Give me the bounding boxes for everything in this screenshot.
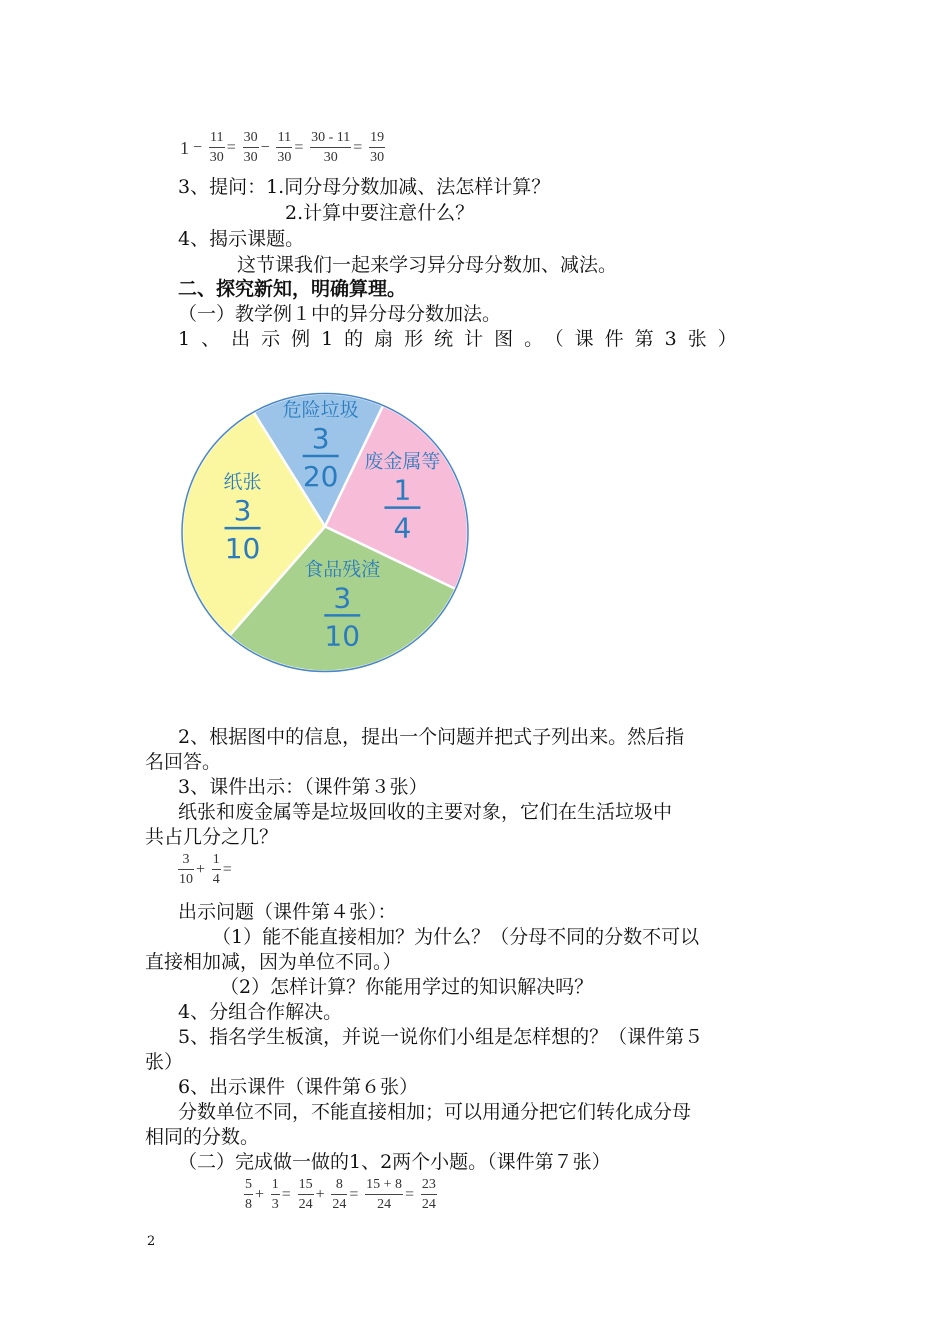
- reveal-topic: 4、揭示课题。: [178, 228, 305, 250]
- subsection-1: （一）教学例１中的异分母分数加法。: [178, 303, 502, 325]
- slice-denominator: 10: [224, 532, 261, 566]
- question-2-line: （2）怎样计算？你能用学过的知识解决吗？: [220, 976, 594, 998]
- garbage-pie-chart: [180, 390, 470, 675]
- slice-denominator: 4: [393, 511, 412, 545]
- section-heading-2: 二、探究新知，明确算理。: [178, 278, 407, 300]
- subsection-2: （二）完成做一做的1、2两个小题。（课件第７张）: [178, 1151, 611, 1173]
- show-pie-chart-line: 1、出示例1的扇形统计图。（课件第3张）: [178, 328, 748, 350]
- fraction: $\frac{1}{3}$: [271, 1177, 279, 1212]
- question-1-line: （1）能不能直接相加？为什么？（分母不同的分数不可以: [212, 926, 700, 948]
- fraction: $\frac{1}{4}$: [212, 852, 220, 887]
- slice-denominator: 10: [324, 619, 361, 653]
- question-line-1: 3、提问：1.同分母分数加减、法怎样计算？: [178, 176, 551, 198]
- question-1-line-cont: 直接相加减，因为单位不同。）: [145, 951, 402, 973]
- fraction: $\frac{19}{30}$: [370, 130, 385, 165]
- step-5-line: 5、指名学生板演，并说一说你们小组是怎样想的？（课件第５: [178, 1026, 704, 1048]
- question-line-2: 2.计算中要注意什么？: [285, 202, 475, 224]
- slice-category-label: 废金属等: [364, 450, 441, 473]
- page-number: 2: [147, 1234, 156, 1249]
- slice-category-label: 危险垃圾: [282, 398, 359, 421]
- explanation-line: 分数单位不同，不能直接相加；可以用通分把它们转化成分母: [178, 1101, 692, 1123]
- fraction: $\frac{5}{8}$: [245, 1177, 252, 1212]
- fraction: $\frac{11}{30}$: [209, 130, 224, 165]
- topic-statement: 这节课我们一起来学习异分母分数加、减法。: [237, 254, 618, 276]
- fraction: $\frac{15}{24}$: [298, 1177, 313, 1212]
- fraction: $\frac{30}{30}$: [243, 130, 258, 165]
- show-question-line: 出示问题（课件第４张）：: [178, 901, 397, 923]
- slice-denominator: 20: [302, 459, 339, 493]
- slice-numerator: 3: [311, 421, 330, 455]
- equation-one-minus: 1 − $\frac{11}{30}$ = $\frac{30}{30}$ − $\frac{11}{30}$ = $\frac{30 - 11}{30}$ = $\frac{19}{30}$: [180, 130, 385, 165]
- slice-numerator: 3: [333, 581, 352, 615]
- step-4-line: 4、分组合作解决。: [178, 1001, 343, 1023]
- explanation-line-cont: 相同的分数。: [145, 1126, 260, 1148]
- slice-numerator: 3: [233, 494, 252, 528]
- step-2-line: 2、根据图中的信息，提出一个问题并把式子列出来。然后指: [178, 726, 685, 748]
- step-3-line: 3、课件出示：（课件第３张）: [178, 776, 428, 798]
- step-5-line-cont: 张）: [145, 1051, 184, 1073]
- equation-sum-question: $\frac{3}{10}$ + $\frac{1}{4}$ =: [179, 852, 232, 887]
- fraction: $\frac{3}{10}$: [179, 852, 193, 887]
- fraction: $\frac{15 + 8}{24}$: [366, 1177, 403, 1212]
- equation-worked-sum: $\frac{5}{8}$ + $\frac{1}{3}$ = $\frac{15}{24}$ + $\frac{8}{24}$ = $\frac{15 + 8}{24}$ = $\frac{23}{24}$: [245, 1177, 436, 1212]
- problem-line: 纸张和废金属等是垃圾回收的主要对象，它们在生活垃圾中: [178, 801, 673, 823]
- problem-line-cont: 共占几分之几？: [145, 826, 279, 848]
- fraction: $\frac{23}{24}$: [421, 1177, 436, 1212]
- fraction: $\frac{8}{24}$: [332, 1177, 347, 1212]
- fraction: $\frac{11}{30}$: [277, 130, 292, 165]
- step-6-line: 6、出示课件（课件第６张）: [178, 1076, 419, 1098]
- fraction: $\frac{30 - 11}{30}$: [311, 130, 351, 165]
- slice-category-label: 纸张: [223, 471, 262, 494]
- step-2-line-cont: 名回答。: [145, 751, 222, 773]
- slice-numerator: 1: [393, 473, 412, 507]
- slice-category-label: 食品残渣: [304, 558, 381, 581]
